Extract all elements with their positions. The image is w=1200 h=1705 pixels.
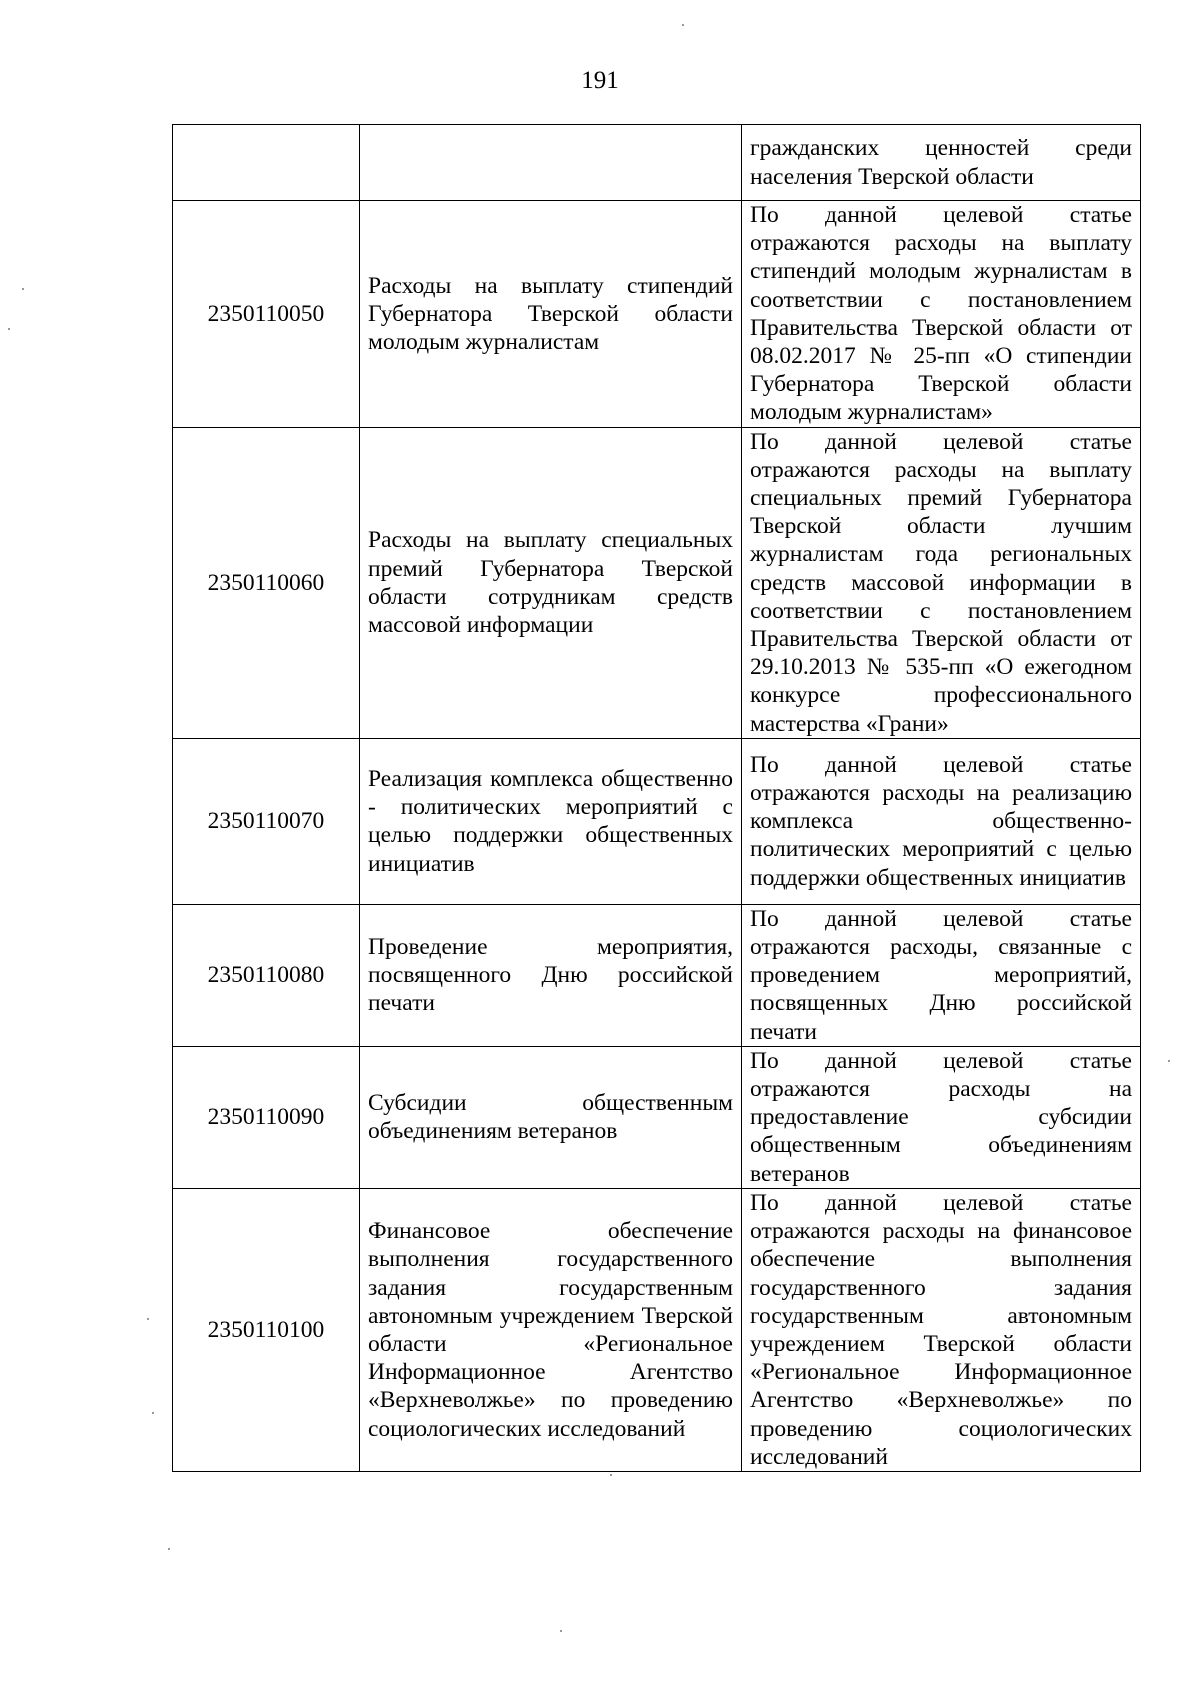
scan-speck [152, 1412, 154, 1414]
article-description: По данной целевой статье отражаются расходы на реализацию комплекса общественно-политических мероприятий с целью поддержки общественных инициатив [742, 738, 1141, 904]
scan-speck [22, 288, 24, 290]
scan-speck [682, 24, 684, 26]
table-row [173, 201, 1141, 428]
article-description: По данной целевой статье отражаются расходы на предоставление субсидии общественным объединениям ветеранов [742, 1046, 1141, 1188]
article-description: По данной целевой статье отражаются расходы на выплату стипендий молодым журналистам в соответствии с постановлением Правительства Тверской области от 08.02.2017 № 25-пп «О стипендии Губернатора Тверской области молодым журналистам» [742, 201, 1141, 428]
table-row [173, 427, 1141, 738]
page-number: 191 [581, 67, 619, 94]
article-name: Расходы на выплату стипендий Губернатора Тверской области молодым журналистам [360, 201, 742, 428]
article-code: 2350110060 [173, 427, 360, 738]
article-code: 2350110090 [173, 1046, 360, 1188]
article-name: Расходы на выплату специальных премий Губернатора Тверской области сотрудникам средств массовой информации [360, 427, 742, 738]
article-name: Проведение мероприятия, посвященного Дню российской печати [360, 904, 742, 1046]
scan-speck [1168, 1060, 1170, 1062]
scan-speck [147, 1318, 149, 1320]
article-description: гражданских ценностей среди населения Тверской области [742, 125, 1141, 201]
table-row [173, 1046, 1141, 1188]
article-description: По данной целевой статье отражаются расходы, связанные с проведением мероприятий, посвященных Дню российской печати [742, 904, 1141, 1046]
article-name: Реализация комплекса общественно - политических мероприятий с целью поддержки общественных инициатив [360, 738, 742, 904]
table-row [173, 1188, 1141, 1471]
article-code: 2350110080 [173, 904, 360, 1046]
article-name: Субсидии общественным объединениям ветеранов [360, 1046, 742, 1188]
article-description: По данной целевой статье отражаются расходы на выплату специальных премий Губернатора Тверской области лучшим журналистам года региональных средств массовой информации в соответствии с постановлением Правительства Тверской области от 29.10.2013 № 535-пп «О ежегодном конкурсе профессионального мастерства «Грани» [742, 427, 1141, 738]
article-code: 2350110050 [173, 201, 360, 428]
article-description: По данной целевой статье отражаются расходы на финансовое обеспечение выполнения государственного задания государственным автономным учреждением Тверской области «Региональное Информационное Агентство «Верхневолжье» по проведению социологических исследований [742, 1188, 1141, 1471]
article-code: 2350110100 [173, 1188, 360, 1471]
target-articles-table [172, 124, 1141, 1472]
article-name: Финансовое обеспечение выполнения государственного задания государственным автономным учреждением Тверской области «Региональное Информационное Агентство «Верхневолжье» по проведению социологических исследований [360, 1188, 742, 1471]
article-code: 2350110070 [173, 738, 360, 904]
table-row [173, 738, 1141, 904]
table-row [173, 125, 1141, 201]
scan-speck [560, 1630, 562, 1632]
article-name [360, 125, 742, 201]
scan-speck [8, 328, 10, 330]
scan-speck [168, 1548, 170, 1550]
article-code [173, 125, 360, 201]
table-row [173, 904, 1141, 1046]
scan-speck [610, 1474, 612, 1476]
